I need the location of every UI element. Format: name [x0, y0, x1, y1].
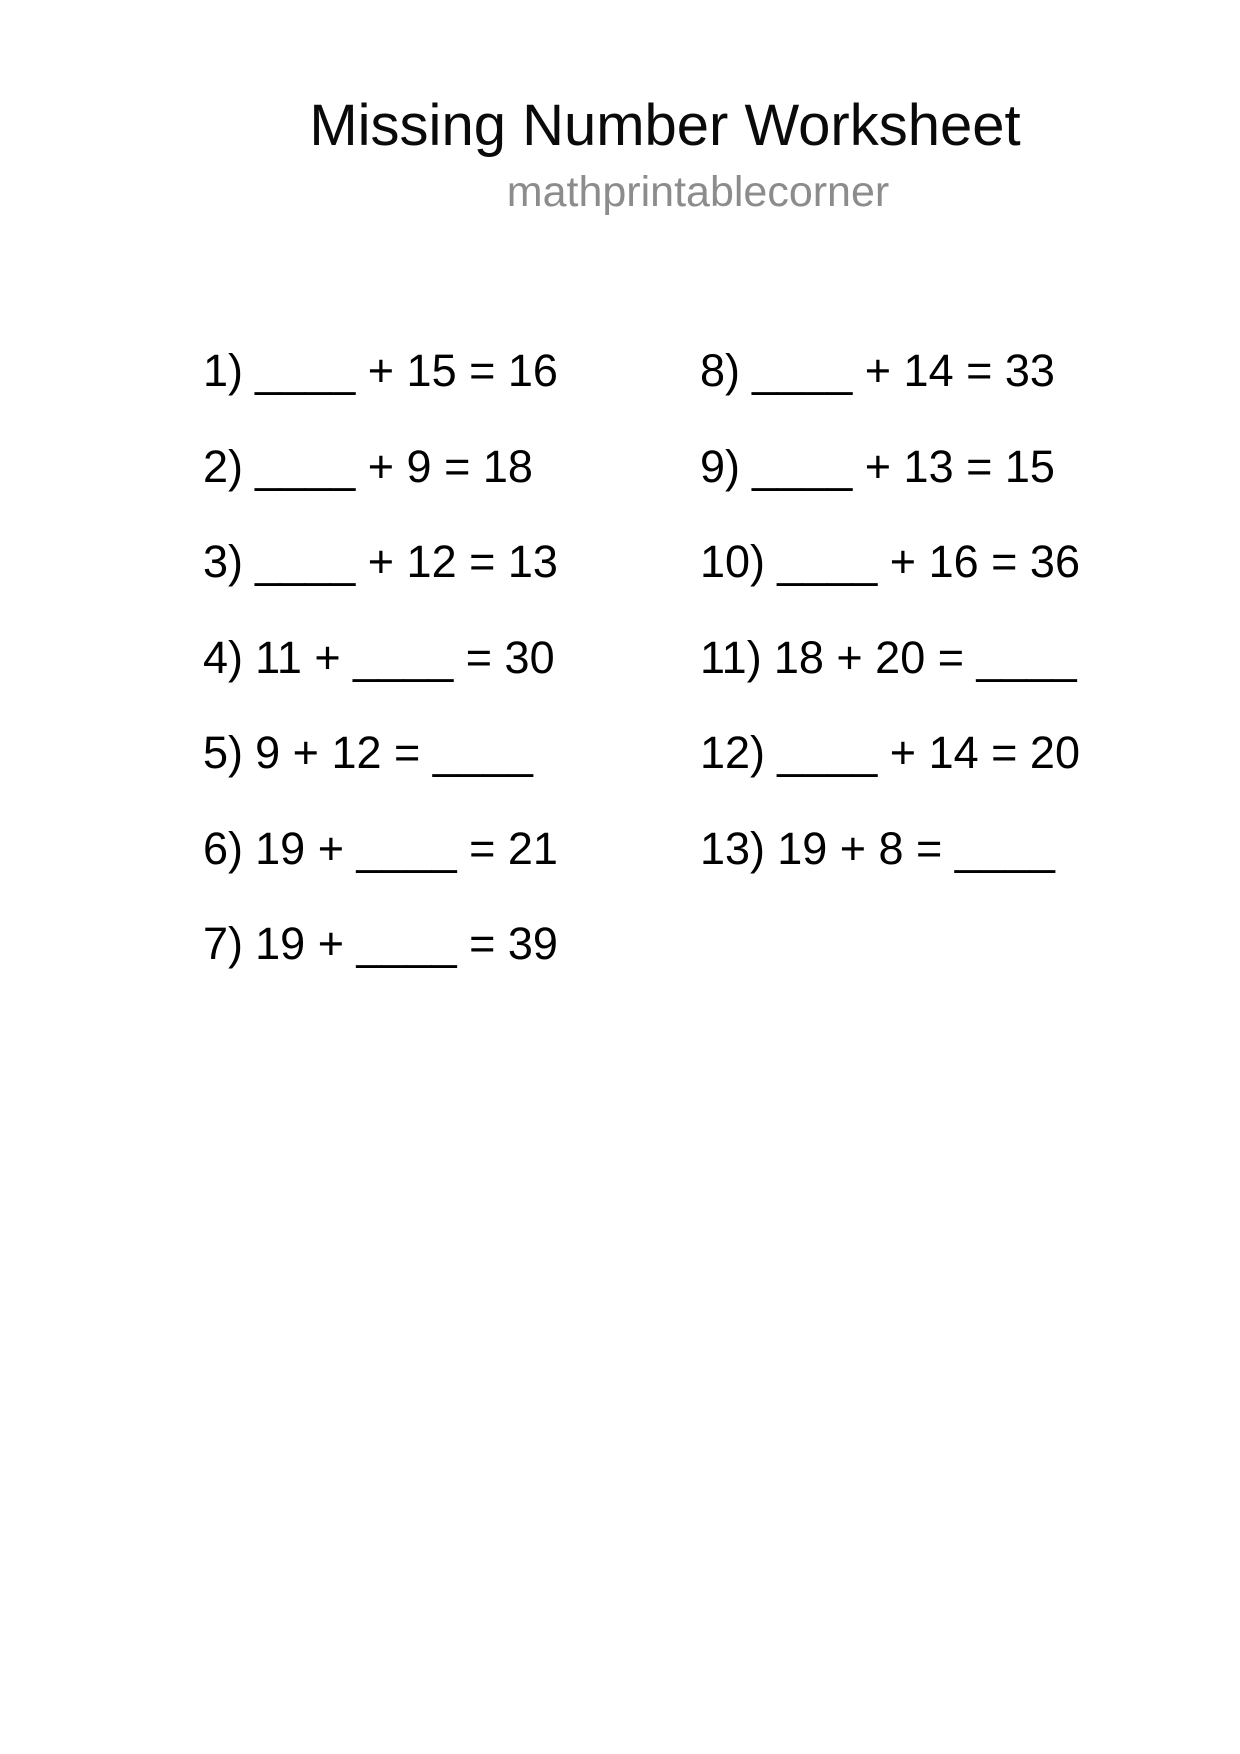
problems-column-right — [700, 345, 1080, 874]
answer-blank: ____ — [752, 345, 853, 396]
problem-number: 6) — [203, 822, 244, 874]
problem-number: 9) — [700, 440, 741, 492]
equation-post: + 13 = 15 — [852, 440, 1055, 492]
problem-row — [700, 631, 1080, 683]
problem-row — [203, 727, 558, 778]
problem-row — [203, 822, 558, 874]
answer-blank: ____ — [432, 727, 533, 778]
equation-pre: 19 + — [255, 918, 357, 969]
problem-equation — [774, 632, 1077, 683]
answer-blank: ____ — [255, 345, 356, 396]
equation-post: = 21 — [456, 822, 558, 874]
equation-pre: 19 + 8 = — [777, 822, 955, 874]
problem-equation — [752, 345, 1055, 396]
equation-post: = 39 — [456, 918, 558, 969]
problem-equation — [752, 441, 1055, 492]
problem-equation — [777, 823, 1055, 874]
problem-number: 13) — [700, 822, 766, 874]
equation-pre: 18 + 20 = — [773, 631, 977, 683]
problem-equation — [255, 823, 558, 874]
problem-equation — [777, 727, 1080, 778]
equation-post: = 30 — [453, 631, 555, 683]
problem-row — [203, 918, 558, 969]
page-title: Missing Number Worksheet — [309, 93, 1021, 158]
problem-row — [700, 822, 1080, 874]
problem-number: 3) — [203, 536, 244, 587]
problem-number: 1) — [203, 345, 244, 396]
answer-blank: ____ — [777, 727, 878, 778]
problem-number: 4) — [203, 631, 244, 683]
problem-number: 10) — [700, 536, 766, 587]
problem-number: 8) — [700, 345, 741, 396]
equation-pre: 19 + — [255, 822, 357, 874]
equation-post: + 14 = 33 — [852, 345, 1055, 396]
answer-blank: ____ — [777, 536, 878, 587]
equation-post: + 14 = 20 — [877, 727, 1080, 778]
problem-row — [203, 631, 558, 683]
answer-blank: ____ — [353, 631, 454, 683]
problem-row — [203, 536, 558, 587]
problem-equation — [255, 918, 558, 969]
answer-blank: ____ — [356, 822, 457, 874]
equation-pre: 11 + — [255, 631, 354, 683]
problem-number: 11) — [700, 631, 762, 683]
equation-post: + 12 = 13 — [355, 536, 558, 587]
problem-row — [700, 536, 1080, 587]
problem-number: 2) — [203, 440, 244, 492]
page-subtitle: mathprintablecorner — [506, 168, 890, 216]
problem-equation — [777, 536, 1080, 587]
equation-post: + 15 = 16 — [355, 345, 558, 396]
problem-number: 5) — [203, 727, 244, 778]
problem-row — [203, 345, 558, 396]
answer-blank: ____ — [954, 822, 1055, 874]
problem-equation — [255, 345, 558, 396]
problem-number: 7) — [203, 918, 244, 969]
answer-blank: ____ — [752, 440, 853, 492]
problem-row — [700, 727, 1080, 778]
problem-equation — [255, 632, 554, 683]
problem-equation — [255, 536, 558, 587]
answer-blank: ____ — [356, 918, 457, 969]
problem-row — [203, 440, 558, 492]
equation-post: + 9 = 18 — [355, 440, 533, 492]
equation-pre: 9 + 12 = — [255, 727, 433, 778]
answer-blank: ____ — [976, 631, 1077, 683]
problem-number: 12) — [700, 727, 766, 778]
problem-row — [700, 345, 1080, 396]
problem-equation — [255, 441, 533, 492]
problem-row — [700, 440, 1080, 492]
problem-equation — [255, 727, 533, 778]
answer-blank: ____ — [255, 536, 356, 587]
equation-post: + 16 = 36 — [877, 536, 1080, 587]
answer-blank: ____ — [255, 440, 356, 492]
problems-column-left — [203, 345, 558, 969]
